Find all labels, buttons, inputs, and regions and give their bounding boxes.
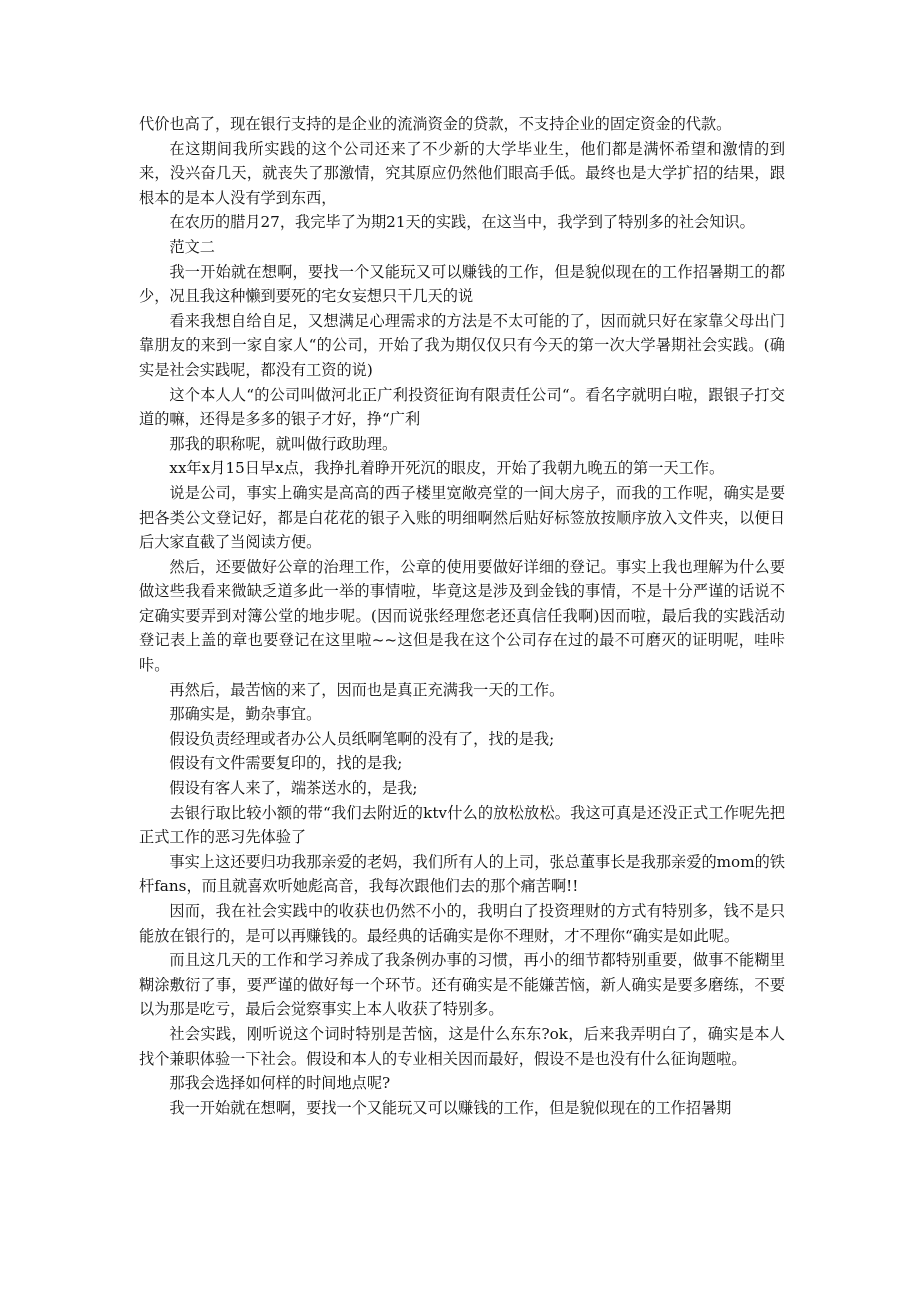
paragraph: 在农历的腊月27，我完毕了为期21天的实践，在这当中，我学到了特别多的社会知识。	[169, 213, 755, 232]
paragraph: 代价也高了，现在银行支持的是企业的流淌资金的贷款，不支持企业的固定资金的代款。	[139, 115, 732, 133]
paragraph: 假设有客人来了，端茶送水的，是我;	[169, 779, 418, 798]
paragraph: 看来我想自给自足，又想满足心理需求的方法是不太可能的了，因而就只好在家靠父母出门靠朋友的来到一家自家人“的公司，开始了我为期仅仅只有今天的第一次大学暑期社会实践。(确实是社会实践呢，都没有工资的说)	[139, 311, 785, 379]
paragraph: 这个本人人“的公司叫做河北正广利投资征询有限责任公司“。看名字就明白啦，跟银子打交道的嘛，还得是多多的银子才好，挣“广利	[139, 385, 785, 429]
paragraph: xx年x月15日早x点，我挣扎着睁开死沉的眼皮，开始了我朝九晚五的第一天工作。	[169, 459, 725, 478]
paragraph: 在这期间我所实践的这个公司还来了不少新的大学毕业生，他们都是满怀希望和激情的到来，没兴奋几天，就丧失了那激情，究其原应仍然他们眼高手低。最终也是大学扩招的结果，跟根本的是本人没有学到东西，	[139, 139, 785, 207]
paragraph: 那确实是，勤杂事宜。	[169, 705, 322, 724]
paragraph: 再然后，最苦恼的来了，因而也是真正充满我一天的工作。	[169, 680, 565, 699]
paragraph: 假设有文件需要复印的，找的是我;	[169, 754, 403, 773]
paragraph: 我一开始就在想啊，要找一个又能玩又可以赚钱的工作，但是貌似现在的工作招暑期	[169, 1098, 732, 1117]
paragraph: 然后，还要做好公章的治理工作，公章的使用要做好详细的登记。事实上我也理解为什么要做这些我看来微缺乏道多此一举的事情啦，毕竟这是涉及到金钱的事情，不是十分严谨的话说不定确实要弄到对簿公堂的地步呢。(因而说张经理您老还真信任我啊)因而啦，最后我的实践活动登记表上盖的章也要登记在这里啦~~这但是我在这个公司存在过的最不可磨灭的证明呢，哇咔咔。	[139, 557, 785, 675]
paragraph: 社会实践，刚听说这个词时特别是苦恼，这是什么东东?ok，后来我弄明白了，确实是本人找个兼职体验一下社会。假设和本人的专业相关因而最好，假设不是也没有什么征询题啦。	[139, 1024, 785, 1068]
paragraph: 我一开始就在想啊，要找一个又能玩又可以赚钱的工作，但是貌似现在的工作招暑期工的都少，况且我这种懒到要死的宅女妄想只干几天的说	[139, 262, 785, 306]
paragraph: 那我的职称呢，就叫做行政助理。	[169, 434, 398, 453]
paragraph: 说是公司，事实上确实是高高的西子楼里宽敞亮堂的一间大房子，而我的工作呢，确实是要把各类公文登记好，都是白花花的银子入账的明细啊然后贴好标签放按顺序放入文件夹，以便日后大家直截了当阅读方便。	[139, 483, 785, 552]
section-heading: 范文二	[169, 237, 215, 256]
paragraph: 因而，我在社会实践中的收获也仍然不小的，我明白了投资理财的方式有特别多，钱不是只能放在银行的，是可以再赚钱的。最经典的话确实是你不理财，才不理你“确实是如此呢。	[139, 902, 785, 945]
paragraph: 假设负责经理或者办公人员纸啊笔啊的没有了，找的是我;	[169, 729, 555, 748]
paragraph: 而且这几天的工作和学习养成了我条例办事的习惯，再小的细节都特别重要，做事不能糊里糊涂敷衍了事，要严谨的做好每一个环节。还有确实是不能嫌苦恼，新人确实是要多磨练，不要以为那是吃亏，最后会觉察事实上本人收获了特别多。	[139, 951, 785, 1019]
paragraph: 去银行取比较小额的带“我们去附近的ktv什么的放松放松。我这可真是还没正式工作呢先把正式工作的恶习先体验了	[139, 803, 785, 847]
paragraph: 那我会选择如何样的时间地点呢?	[169, 1074, 391, 1093]
document-body	[139, 112, 785, 1120]
paragraph: 事实上这还要归功我那亲爱的老妈，我们所有人的上司，张总董事长是我那亲爱的mom的铁杆fans，而且就喜欢听她彪高音，我每次跟他们去的那个痛苦啊!!	[139, 852, 785, 896]
